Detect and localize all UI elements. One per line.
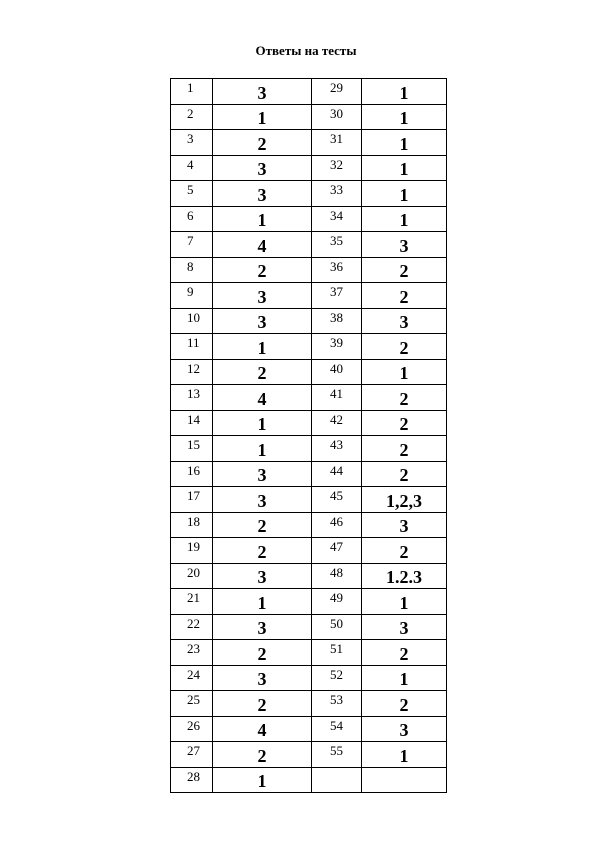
question-number-cell: 44: [312, 461, 362, 487]
question-number-cell: 5: [171, 181, 213, 207]
question-number-cell: 30: [312, 104, 362, 130]
question-number-cell: 11: [171, 334, 213, 360]
answer-cell: 4: [213, 385, 312, 411]
answer-cell: 2: [362, 283, 447, 309]
question-number-cell: 24: [171, 665, 213, 691]
answer-cell: 2: [362, 640, 447, 666]
answer-cell: 4: [213, 716, 312, 742]
answer-cell: 1: [213, 104, 312, 130]
table-row: [171, 155, 447, 181]
question-number-cell: 12: [171, 359, 213, 385]
question-number-cell: 46: [312, 512, 362, 538]
answer-cell: 1: [362, 155, 447, 181]
table-row: [171, 487, 447, 513]
question-number-cell: 45: [312, 487, 362, 513]
question-number-cell: 50: [312, 614, 362, 640]
table-row: [171, 742, 447, 768]
table-row: [171, 410, 447, 436]
question-number-cell: [312, 767, 362, 793]
answer-cell: 3: [213, 308, 312, 334]
question-number-cell: 37: [312, 283, 362, 309]
answer-cell: 2: [213, 257, 312, 283]
answer-cell: 1: [213, 334, 312, 360]
answer-cell: 3: [362, 512, 447, 538]
table-row: [171, 614, 447, 640]
question-number-cell: 47: [312, 538, 362, 564]
answer-cell: 1: [362, 359, 447, 385]
table-row: [171, 130, 447, 156]
question-number-cell: 29: [312, 79, 362, 105]
answer-cell: 1: [362, 104, 447, 130]
table-row: [171, 589, 447, 615]
table-row: [171, 308, 447, 334]
answer-cell: 4: [213, 232, 312, 258]
answer-cell: 3: [213, 155, 312, 181]
question-number-cell: 36: [312, 257, 362, 283]
answer-cell: 3: [362, 716, 447, 742]
answer-cell: 2: [362, 410, 447, 436]
answer-cell: 2: [213, 640, 312, 666]
answers-table: [170, 78, 447, 793]
table-row: [171, 104, 447, 130]
answer-cell: 1: [213, 767, 312, 793]
question-number-cell: 52: [312, 665, 362, 691]
answer-cell: 1: [362, 665, 447, 691]
table-row: [171, 691, 447, 717]
answer-cell: 2: [213, 359, 312, 385]
answer-cell: 1: [362, 742, 447, 768]
question-number-cell: 9: [171, 283, 213, 309]
table-row: [171, 181, 447, 207]
table-row: [171, 334, 447, 360]
answer-cell: 2: [213, 538, 312, 564]
answer-cell: 2: [362, 436, 447, 462]
answer-cell: 2: [362, 385, 447, 411]
question-number-cell: 15: [171, 436, 213, 462]
answer-cell: 3: [213, 487, 312, 513]
question-number-cell: 20: [171, 563, 213, 589]
answer-cell: 1: [362, 79, 447, 105]
answer-cell: 3: [213, 79, 312, 105]
question-number-cell: 38: [312, 308, 362, 334]
answer-cell: 2: [213, 130, 312, 156]
answer-cell: 2: [213, 512, 312, 538]
question-number-cell: 49: [312, 589, 362, 615]
answer-cell: 1: [213, 410, 312, 436]
answer-cell: 3: [213, 181, 312, 207]
question-number-cell: 48: [312, 563, 362, 589]
table-row: [171, 206, 447, 232]
answer-cell: 1: [213, 206, 312, 232]
question-number-cell: 28: [171, 767, 213, 793]
answer-cell: 1: [362, 589, 447, 615]
answer-cell: 1: [213, 589, 312, 615]
table-row: [171, 283, 447, 309]
answer-cell: 2: [362, 538, 447, 564]
question-number-cell: 25: [171, 691, 213, 717]
table-row: [171, 461, 447, 487]
question-number-cell: 17: [171, 487, 213, 513]
question-number-cell: 22: [171, 614, 213, 640]
answer-cell: 3: [213, 283, 312, 309]
question-number-cell: 35: [312, 232, 362, 258]
answer-cell: 2: [213, 691, 312, 717]
answer-cell: 3: [213, 461, 312, 487]
question-number-cell: 2: [171, 104, 213, 130]
table-row: [171, 538, 447, 564]
question-number-cell: 23: [171, 640, 213, 666]
answers-table-body: [171, 79, 447, 793]
question-number-cell: 10: [171, 308, 213, 334]
answer-cell: 3: [213, 614, 312, 640]
answer-cell: 2: [362, 334, 447, 360]
question-number-cell: 16: [171, 461, 213, 487]
question-number-cell: 13: [171, 385, 213, 411]
table-row: [171, 640, 447, 666]
table-row: [171, 512, 447, 538]
question-number-cell: 8: [171, 257, 213, 283]
table-row: [171, 79, 447, 105]
table-row: [171, 716, 447, 742]
table-row: [171, 436, 447, 462]
table-row: [171, 232, 447, 258]
question-number-cell: 40: [312, 359, 362, 385]
question-number-cell: 33: [312, 181, 362, 207]
table-row: [171, 665, 447, 691]
answer-cell: 1: [362, 181, 447, 207]
answer-cell: 2: [362, 691, 447, 717]
question-number-cell: 19: [171, 538, 213, 564]
table-row: [171, 385, 447, 411]
question-number-cell: 4: [171, 155, 213, 181]
answer-cell: 2: [362, 461, 447, 487]
answer-cell: 3: [362, 614, 447, 640]
page-title: Ответы на тесты: [255, 43, 357, 58]
answer-cell: 3: [213, 665, 312, 691]
question-number-cell: 51: [312, 640, 362, 666]
question-number-cell: 7: [171, 232, 213, 258]
question-number-cell: 26: [171, 716, 213, 742]
table-row: [171, 257, 447, 283]
answer-cell: 1.2.3: [362, 563, 447, 589]
question-number-cell: 21: [171, 589, 213, 615]
question-number-cell: 34: [312, 206, 362, 232]
question-number-cell: 54: [312, 716, 362, 742]
question-number-cell: 39: [312, 334, 362, 360]
question-number-cell: 42: [312, 410, 362, 436]
question-number-cell: 41: [312, 385, 362, 411]
question-number-cell: 18: [171, 512, 213, 538]
question-number-cell: 53: [312, 691, 362, 717]
question-number-cell: 14: [171, 410, 213, 436]
question-number-cell: 43: [312, 436, 362, 462]
answer-cell: [362, 767, 447, 793]
question-number-cell: 55: [312, 742, 362, 768]
answer-cell: 3: [213, 563, 312, 589]
table-row: [171, 563, 447, 589]
question-number-cell: 6: [171, 206, 213, 232]
answer-cell: 1: [362, 206, 447, 232]
answer-cell: 2: [213, 742, 312, 768]
question-number-cell: 1: [171, 79, 213, 105]
question-number-cell: 32: [312, 155, 362, 181]
answer-cell: 2: [362, 257, 447, 283]
table-row: [171, 767, 447, 793]
table-row: [171, 359, 447, 385]
answer-cell: 1: [213, 436, 312, 462]
question-number-cell: 27: [171, 742, 213, 768]
answer-cell: 3: [362, 232, 447, 258]
question-number-cell: 3: [171, 130, 213, 156]
answer-cell: 3: [362, 308, 447, 334]
question-number-cell: 31: [312, 130, 362, 156]
answer-cell: 1: [362, 130, 447, 156]
answer-cell: 1,2,3: [362, 487, 447, 513]
